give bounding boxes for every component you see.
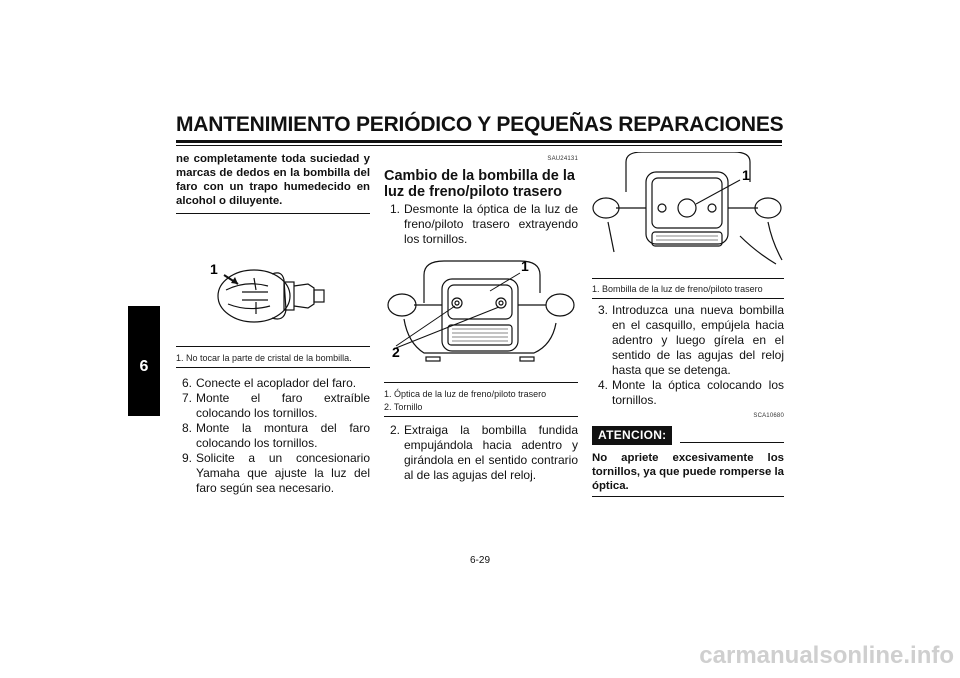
warning-continuation: ne completamente toda suciedad y marcas de dedos en la bombilla del faro con un trapo humedecido en alcohol o diluyente. bbox=[176, 153, 370, 207]
list-item: 1. Desmonte la óptica de la luz de freno/piloto trasero extrayendo los tornillos. bbox=[389, 202, 578, 246]
steps-list bbox=[176, 376, 370, 496]
caution-label: ATENCION: bbox=[592, 426, 672, 445]
list-item: 8. Monte la montura del faro colocando los tornillos. bbox=[181, 421, 370, 450]
figure-caption-1: 1. Óptica de la luz de freno/piloto trasero bbox=[384, 389, 547, 399]
caution-bottom-rule bbox=[592, 496, 784, 497]
caution-text: No apriete excesivamente los tornillos, ya que puede romperse la óptica. bbox=[592, 452, 784, 492]
page-number: 6-29 bbox=[469, 555, 490, 566]
steps-list bbox=[592, 303, 784, 408]
figure-callout: 1 bbox=[742, 167, 750, 183]
column-3 bbox=[592, 152, 784, 501]
caption-rule bbox=[176, 367, 370, 368]
caution-rule bbox=[680, 442, 784, 443]
steps-list bbox=[384, 202, 578, 247]
watermark: carmanualsonline.info bbox=[699, 642, 954, 669]
tail-light-bulb-illustration bbox=[592, 152, 784, 282]
figure-rule bbox=[384, 382, 578, 383]
list-item: 9. Solicite a un concesionario Yamaha que ajuste la luz del faro según sea necesario. bbox=[181, 451, 370, 495]
figure-callout-1: 1 bbox=[521, 258, 529, 274]
list-item: 3. Introduzca una nueva bombilla en el casquillo, empújela hacia adentro y luego gírela en el sentido de las agujas del reloj hasta que se detenga. bbox=[597, 303, 784, 377]
caution-header bbox=[592, 426, 784, 445]
section-title: Cambio de la bombilla de la luz de freno/piloto trasero bbox=[384, 168, 575, 200]
page-title: MANTENIMIENTO PERIÓDICO Y PEQUEÑAS REPARACIONES bbox=[176, 113, 784, 136]
list-item: 4. Monte la óptica colocando los tornillos. bbox=[597, 378, 784, 407]
list-item: 7. Monte el faro extraíble colocando los tornillos. bbox=[181, 391, 370, 420]
chapter-tab: 6 bbox=[128, 306, 160, 416]
figure-callout-2: 2 bbox=[392, 344, 400, 360]
list-item: 6. Conecte el acoplador del faro. bbox=[181, 376, 357, 390]
list-item: 2. Extraiga la bombilla fundida empujándola hacia adentro y girándola en el sentido contrario al de las agujas del reloj. bbox=[389, 423, 578, 482]
steps-list bbox=[384, 423, 578, 483]
warning-rule bbox=[176, 213, 370, 214]
figure-rule bbox=[592, 278, 784, 279]
column-2 bbox=[384, 152, 578, 483]
figure-callout: 1 bbox=[210, 261, 218, 277]
caution-code: SCA10680 bbox=[753, 413, 784, 419]
figure-caption: 1. No tocar la parte de cristal de la bombilla. bbox=[176, 353, 352, 363]
headlight-bulb-illustration bbox=[176, 218, 370, 348]
figure-caption-2: 2. Tornillo bbox=[384, 402, 423, 412]
caption-rule bbox=[384, 416, 578, 417]
column-1 bbox=[176, 152, 370, 496]
header-rule-thin bbox=[176, 145, 782, 146]
tail-light-removal-illustration bbox=[384, 253, 578, 378]
header-rule bbox=[176, 140, 782, 143]
section-code: SAU24131 bbox=[547, 156, 578, 162]
caption-rule bbox=[592, 298, 784, 299]
figure-caption: 1. Bombilla de la luz de freno/piloto trasero bbox=[592, 284, 763, 294]
figure-rule bbox=[176, 346, 370, 347]
